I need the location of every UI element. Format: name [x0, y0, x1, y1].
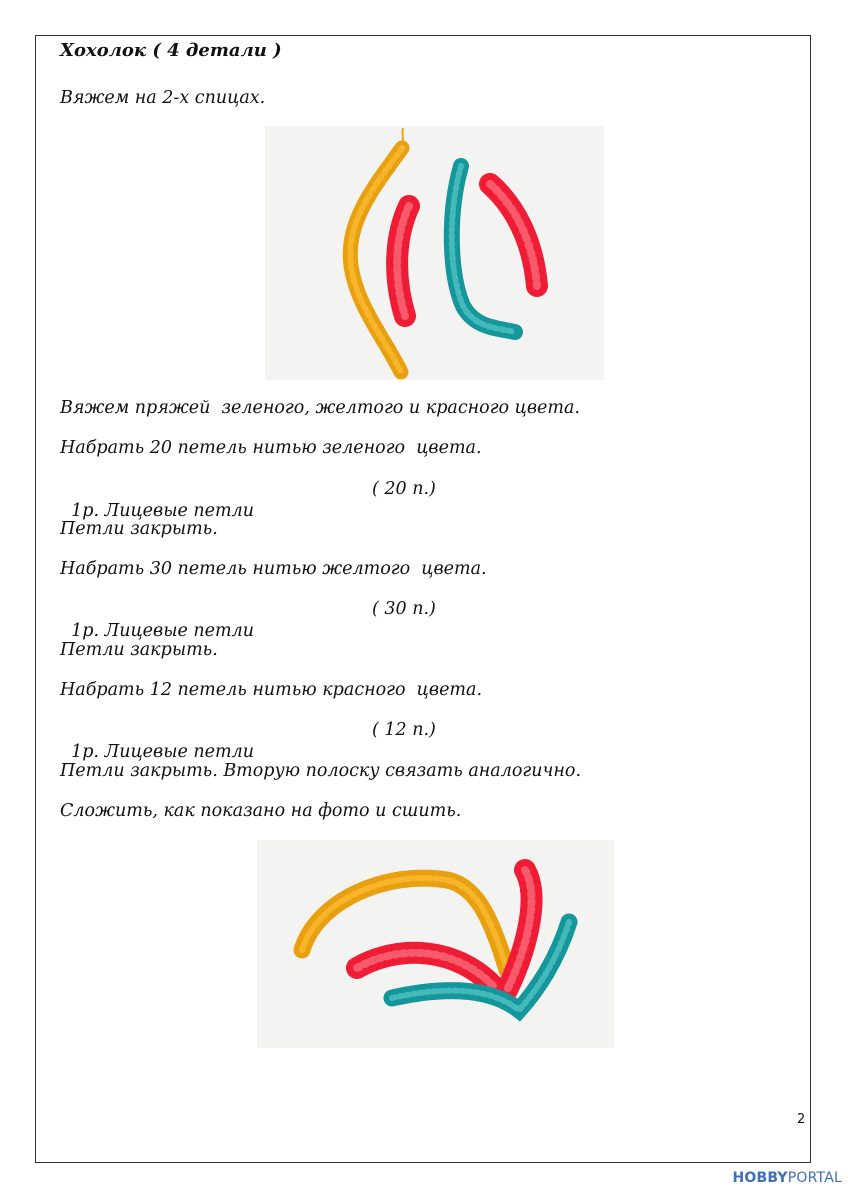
stitch-count: ( 20 п.) — [372, 479, 436, 499]
hobbyportal-logo — [732, 1170, 842, 1186]
instruction-line: Петли закрыть. Вторую полоску связать аналогично. — [60, 761, 582, 781]
stitch-count: ( 30 п.) — [372, 599, 436, 619]
instruction-line: Набрать 20 петель нитью зеленого цвета. — [60, 438, 482, 458]
row-text: 1р. Лицевые петли — [71, 742, 255, 762]
brand-hobby: HOBBY — [732, 1170, 788, 1186]
intro-text: Вяжем на 2-х спицах. — [60, 88, 266, 108]
photo-knitted-strips — [265, 126, 604, 380]
section-title: Хохолок ( 4 детали ) — [60, 40, 282, 61]
brand-portal: PORTAL — [787, 1170, 842, 1186]
row-text: 1р. Лицевые петли — [71, 501, 255, 521]
instruction-line: Петли закрыть. — [60, 640, 218, 660]
instruction-line: Вяжем пряжей зеленого, желтого и красного цвета. — [60, 398, 580, 418]
page-number: 2 — [797, 1112, 806, 1127]
stitch-count: ( 12 п.) — [372, 720, 436, 740]
photo-assembled-crest — [257, 840, 614, 1048]
instruction-line: Набрать 30 петель нитью желтого цвета. — [60, 559, 487, 579]
row-text: 1р. Лицевые петли — [71, 621, 255, 641]
instruction-line: Набрать 12 петель нитью красного цвета. — [60, 680, 483, 700]
instruction-line: Петли закрыть. — [60, 519, 218, 539]
instruction-line: Сложить, как показано на фото и сшить. — [60, 801, 462, 821]
